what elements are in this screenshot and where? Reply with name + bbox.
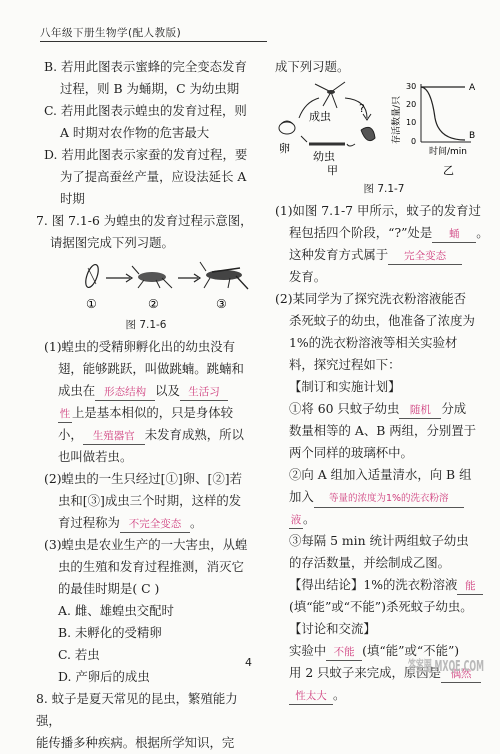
option-b: B. 若用此图表示蜜蜂的完全变态发育 过程，则 B 为蛹期，C 为幼虫期 [44,59,247,96]
y-tick: 30 [406,82,417,91]
choice-c[interactable]: C. 若虫 [58,647,100,662]
question-7: 7. 图 7.1-6 为蝗虫的发育过程示意图， 请据图完成下列习题。 [36,213,253,250]
panel-label-jia: 甲 [327,164,338,177]
answer-field[interactable]: 蛹 [432,226,476,243]
y-axis-label: 存活数量/只 [392,95,402,144]
series-a-label: A [469,83,476,93]
figure-7-1-6 [44,258,258,318]
choice-d[interactable]: D. 产卵后的成虫 [58,669,150,684]
y-tick: 20 [406,100,417,109]
answer-field[interactable]: 不能 [326,644,362,661]
adult-locust-drawing [200,262,248,289]
header-rule [40,41,267,42]
question-8-1: (1)如图 7.1-7 甲所示，蚊子的发育过 程包括四个阶段，“?”处是 蛹 。 这种发育方式属于 完全变态 发育。 [275,203,489,284]
label-1: ① [86,297,97,311]
label-egg: 卵 [279,142,290,155]
continued-text: 成下列习题。 [275,59,350,74]
panel-label-yi: 乙 [443,164,454,177]
locust-lifecycle-illustration [44,258,258,318]
series-b-line [421,87,465,140]
option-d: D. 若用此图表示家蚕的发育过程，要 为了提高蚕丝产量，应设法延长 A 时期 [44,147,248,206]
right-column [275,56,493,706]
y-tick: 10 [406,118,417,127]
watermark-logo [404,653,488,696]
question-7-2: (2)蝗虫的一生只经过[①]卵、[②]若 虫和[③]成虫三个时期，这样的发 育过程称为 不完全变态 。 [44,468,258,534]
question-7-3: (3)蝗虫是农业生产的一大害虫，从蝗 虫的生殖和发育过程推测，消灭它 的最佳时期是( C ) A. 雌、雄蝗虫交配时 B. 未孵化的受精卵 C. 若虫 D. 产卵后的成虫 [44,537,248,684]
answer-field[interactable]: 随机 [399,402,441,419]
answer-field[interactable]: 性 [58,406,72,423]
answer-field[interactable]: 偶然 [441,666,481,683]
page-number: 4 [245,656,252,669]
answer-field[interactable]: 液 [289,512,303,529]
label-adult: 成虫 [309,110,331,123]
section-heading: 【得出结论】1%的洗衣粉溶液 [289,577,458,592]
answer-field[interactable]: 不完全变态 [120,516,190,533]
label-2: ② [148,297,159,311]
left-column [36,56,258,754]
series-b-label: B [469,131,476,141]
mosquito-lifecycle-illustration [279,82,375,177]
mosquito-figure [275,78,493,178]
section-heading: 【制订和实施计划】 [289,379,401,394]
figure-7-1-7 [275,78,493,178]
label-larva: 幼虫 [313,150,335,163]
answer-field[interactable]: 能 [457,578,483,595]
page-header: 八年级下册生物学(配人教版) [40,27,182,39]
label-unknown-stage: ? [359,102,365,115]
section-heading: 【讨论和交流】 [289,621,376,636]
y-tick: 0 [411,137,417,146]
answer-field[interactable]: 性太大 [289,688,333,705]
answer-field[interactable]: 完全变态 [388,248,462,265]
question-8: 8. 蚊子是夏天常见的昆虫，繁殖能力强， 能传播多种疾病。根据所学知识，完 [36,691,238,750]
answer-field[interactable]: 生殖器官 [83,428,145,445]
question-7-1: (1)蝗虫的受精卵孵化出的幼虫没有 翅，能够跳跃，叫做跳蝻。跳蝻和 成虫在 形态结构 以及 生活习 性 上是基本相似的，只是身体较 小， 生殖器官 未发育成熟，所以 也叫做若虫。 [44,339,244,464]
question-8-2: (2)某同学为了探究洗衣粉溶液能否 杀死蚊子的幼虫，他准备了浓度为 1%的洗衣粉溶液等相关实验材 料，探究过程如下： 【制订和实施计划】 ①将 60 只蚊子幼虫 随机 分成 数量相等的 A、B 两组，分别置于 两个同样的玻璃杯中。 ②向 A 组加入适量清水，向 B 组 加入 等量的浓度为1%的洗衣粉溶 液 。 ③每隔 5 min 统计两组蚊子幼虫 的存活数量，并绘制成乙图。 【得出结论】1%的洗衣粉溶液 能 (填“能”或“不能”)杀死蚊子幼虫。 【讨论和交流】 实验中 不能 (填“能”或“不能”) 用 2 只蚊子来完成，原因是 偶然 性太大 。 [275,288,493,706]
choice-b[interactable]: B. 未孵化的受精卵 [58,625,162,640]
answer-field[interactable]: 生活习 [180,384,228,401]
survival-chart [390,82,476,177]
option-c: C. 若用此图表示蝗虫的发育过程，则 A 时期对农作物的危害最大 [44,103,247,140]
x-axis-label: 时间/min [429,147,468,157]
figure-caption: 图 7.1-6 [125,319,167,331]
label-3: ③ [216,297,227,311]
choice-a[interactable]: A. 雌、雄蝗虫交配时 [58,603,174,618]
svg-text:答案圈 MXQE.COM: 答案圈 MXQE.COM [408,657,484,675]
figure-caption: 图 7.1-7 [363,183,405,195]
answer-field[interactable]: 等量的浓度为1%的洗衣粉溶 [314,491,464,508]
nymph-drawing [132,266,172,288]
answer-field[interactable]: 形态结构 [95,384,155,401]
